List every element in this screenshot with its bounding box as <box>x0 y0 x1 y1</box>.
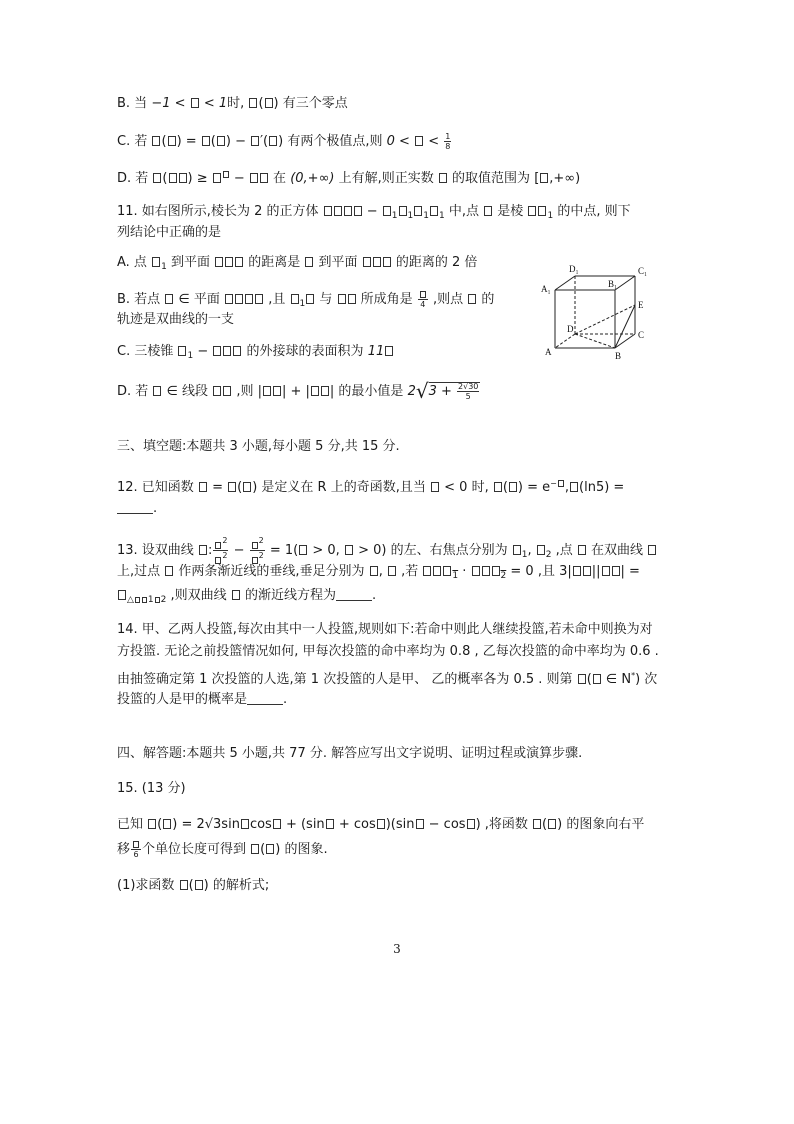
q14-line1: 14. 甲、乙两人投篮,每次由其中一人投篮,规则如下:若命中则此人继续投篮,若未命中则换为对 <box>117 622 653 637</box>
cube-figure <box>537 262 663 362</box>
q10-option-d: D. 若 ( ) ≥ − 在 (0,+∞) 上有解,则正实数 的取值范围为 [ ,+∞) <box>117 171 581 186</box>
q15-line1: 已知 ( ) = 2√3sin cos + (sin + cos )(sin − cos ) ,将函数 ( ) 的图象向右平 <box>117 817 645 832</box>
q11-option-a: A. 点 $_1$ 到平面 的距离是 到平面 的距离的 2 倍 <box>117 255 478 272</box>
q10-option-c: C. 若 ( ) = ( ) − ′( ) 有两个极值点,则 0 < < $\frac{1}{8}$ <box>117 132 451 151</box>
q13-line1: 13. 设双曲线 : $\frac{2}{2}$ − $\frac{2}{2}$ = 1( > 0, > 0) 的左、右焦点分别为 $_1$, $_2$ ,点 在双曲线 <box>117 536 657 565</box>
q12-answer-blank: . <box>117 500 157 518</box>
q11-option-b: B. 若点 ∈ 平面 ,且 $_1$ 与 所成角是 4 ,则点 的 <box>117 292 495 309</box>
q11-option-b-line2: 轨迹是双曲线的一支 <box>117 312 235 327</box>
q10-option-b: B. 当 −1 < < 1时, ( ) 有三个零点 <box>117 96 348 111</box>
section4-heading: 四、解答题:本题共 5 小题,共 77 分. 解答应写出文字说明、证明过程或演算步骤. <box>117 746 583 761</box>
label-e: E <box>638 300 644 310</box>
label-c: C <box>638 330 645 340</box>
q14-line4: 投篮的人是甲的概率是 . <box>117 692 288 707</box>
q11-option-c: C. 三棱锥 $_1$ − 的外接球的表面积为 11 <box>117 343 394 365</box>
q13-line3: $_{\triangle 1 2}$ ,则双曲线 的渐近线方程为 . <box>117 587 376 609</box>
q14-line2: 方投篮. 无论之前投篮情况如何, 甲每次投篮的命中率均为 0.8 , 乙每次投篮的命中率均为 0.6 . <box>117 644 659 659</box>
q12-line1: 12. 已知函数 = ( ) 是定义在 R 上的奇函数,且当 < 0 时, ( ) = e− , (ln5) = <box>117 479 625 495</box>
q11-stem: 11. 如右图所示,棱长为 2 的正方体 − $_1$ $_1$ $_1$ $_1$ 中,点 是棱 $_1$ 的中点, 则下 <box>117 204 631 221</box>
q15-line2: 移 6 个单位长度可得到 ( ) 的图象. <box>117 842 328 859</box>
q11-option-d: D. 若 ∈ 线段 ,则 | | + | | 的最小值是 2√3 + $\frac{2√30}{5}$ <box>117 379 479 403</box>
label-b: B <box>615 351 622 361</box>
page-number: 3 <box>393 942 401 956</box>
q15-title: 15. (13 分) <box>117 781 186 796</box>
q13-line2: 上,过点 作两条渐近线的垂线,垂足分别为 , ,若 $_1$ · $_2$ = 0 ,且 3| || | = <box>117 564 640 581</box>
q14-line3: 由抽签确定第 1 次投篮的人选,第 1 次投篮的人是甲、 乙的概率各为 0.5 . 则第 ( ∈ N*) 次 <box>117 671 658 687</box>
label-d: D <box>567 324 574 334</box>
label-a: A <box>545 347 552 357</box>
label-a1: A₁ <box>541 284 551 294</box>
label-c1: C₁ <box>638 266 648 276</box>
label-b1: B₁ <box>608 279 618 289</box>
section3-heading: 三、填空题:本题共 3 小题,每小题 5 分,共 15 分. <box>117 439 400 454</box>
q11-stem-line2: 列结论中正确的是 <box>117 225 222 240</box>
label-d1: D₁ <box>569 264 579 274</box>
q15-part1: (1)求函数 ( ) 的解析式; <box>117 878 270 893</box>
